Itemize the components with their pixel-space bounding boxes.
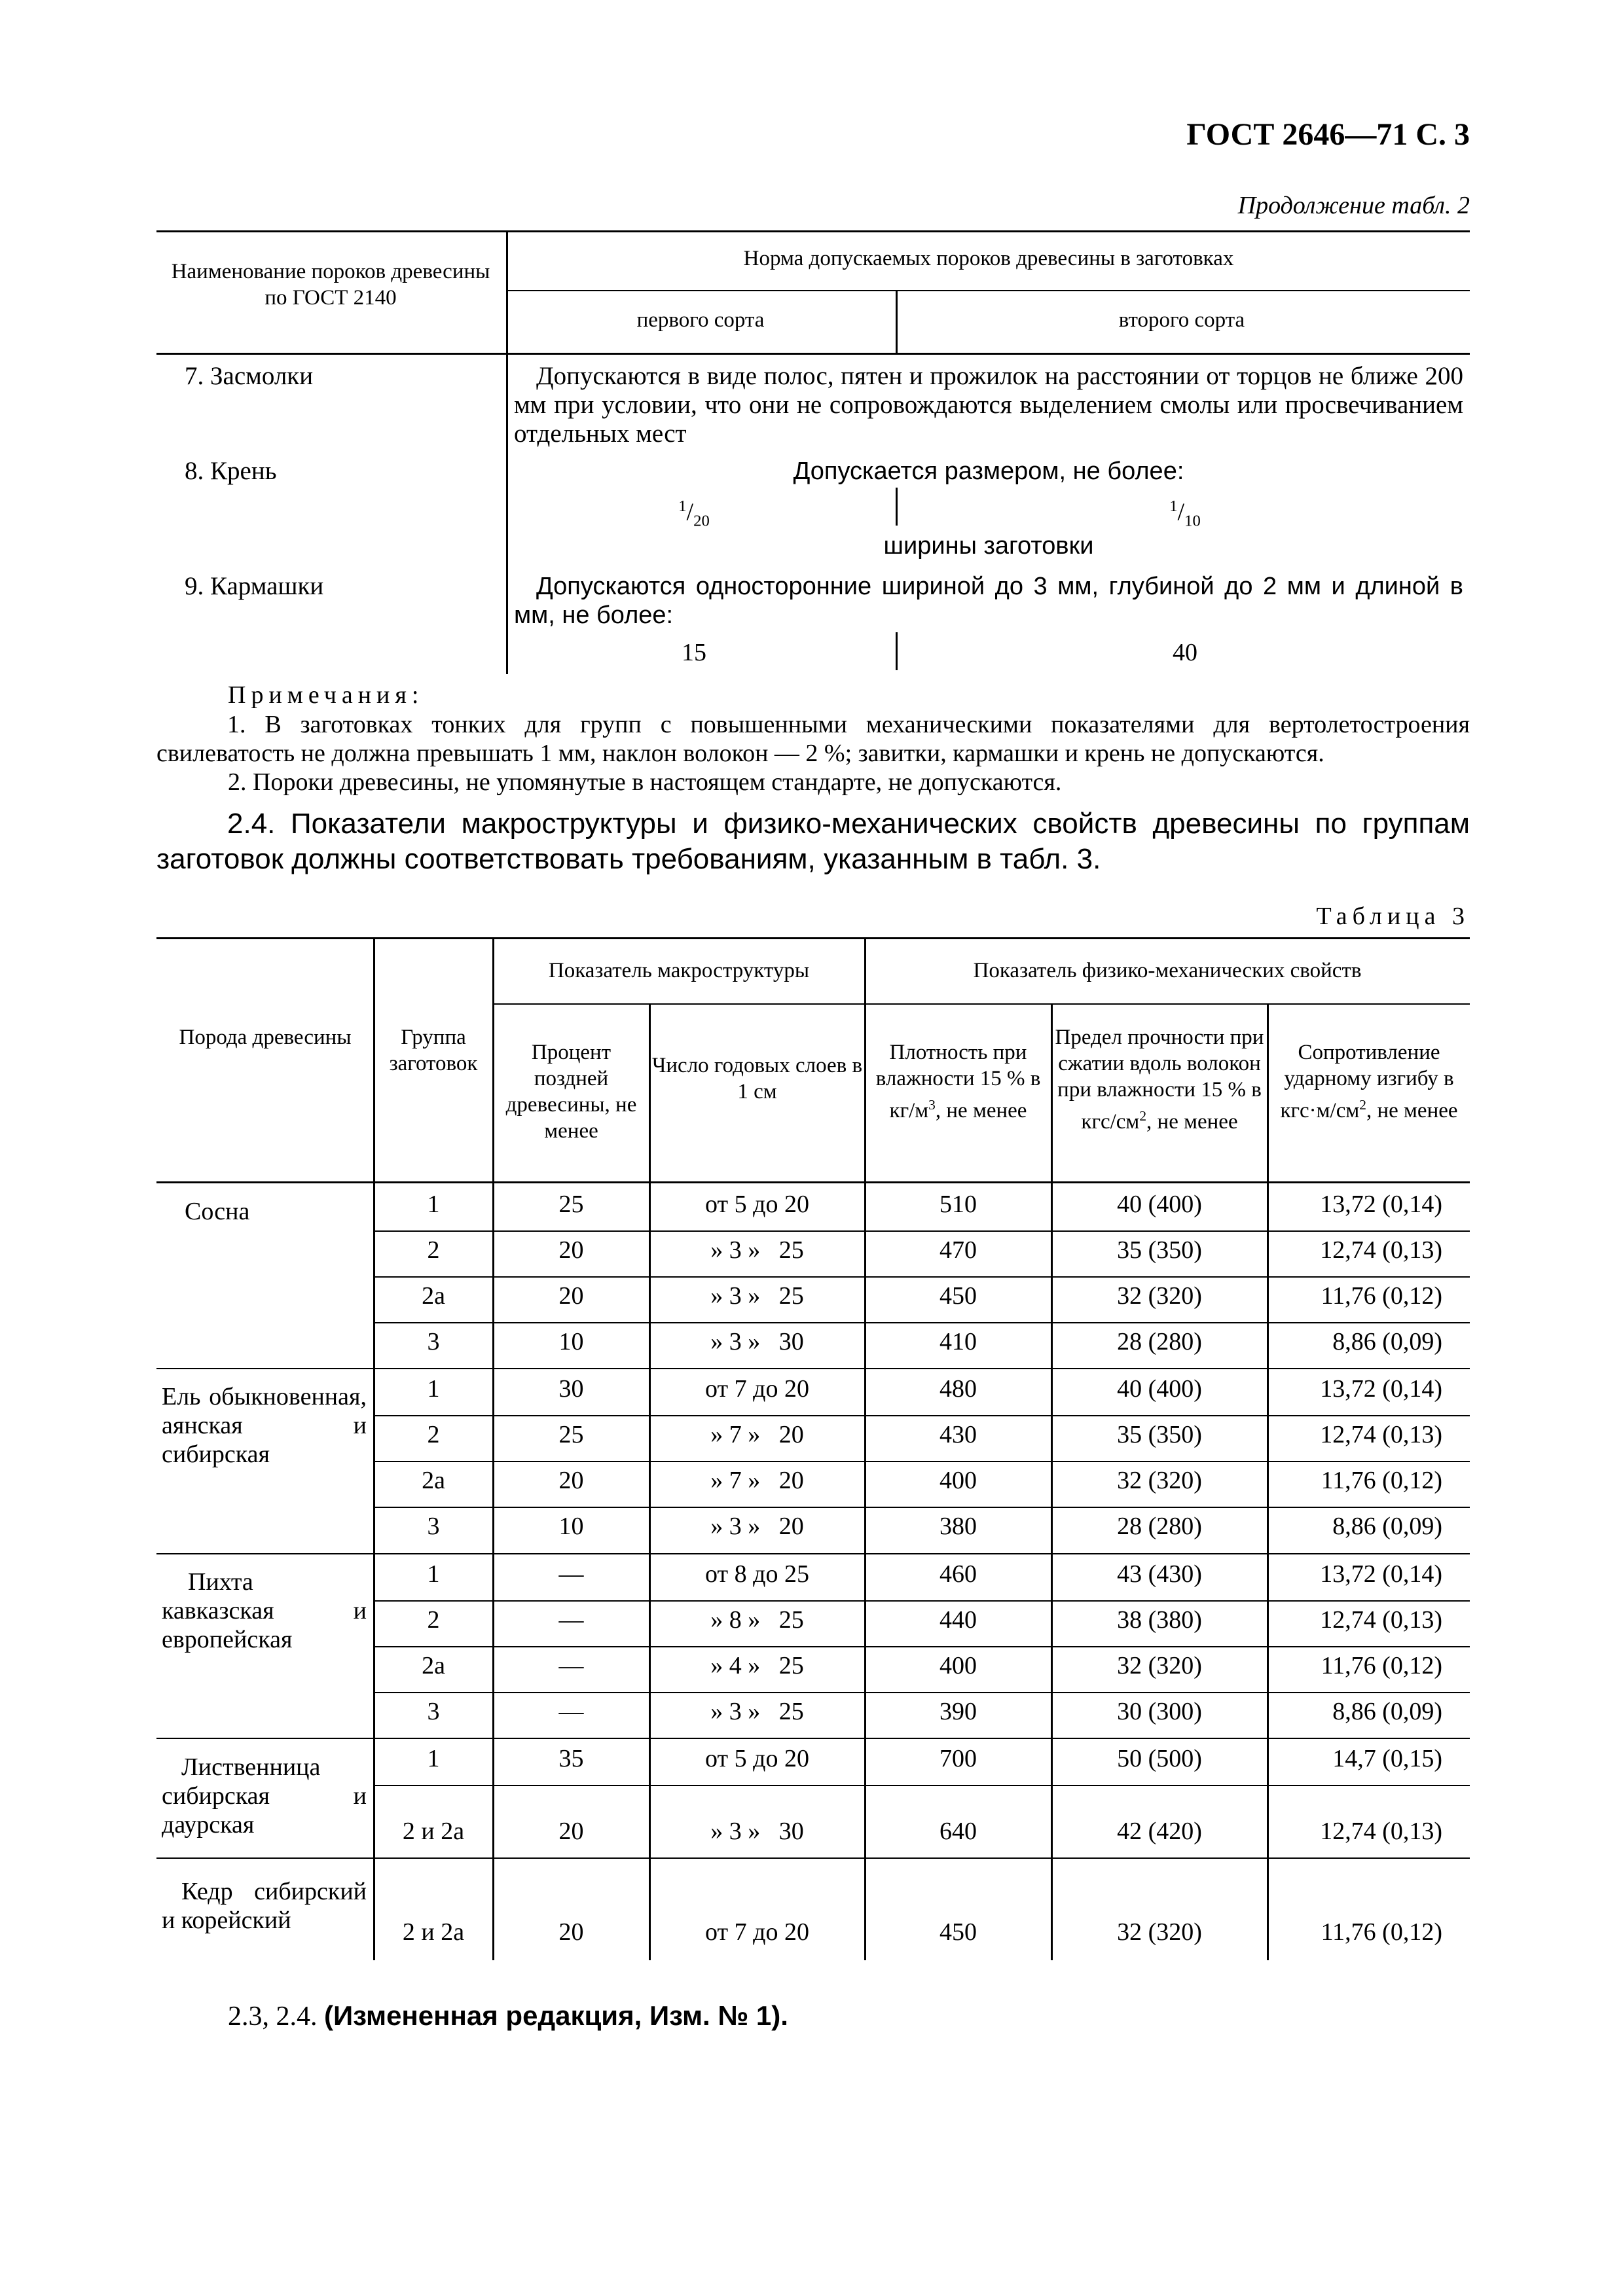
col-header-late-wood: Процент поздней древесины, не менее bbox=[505, 1041, 637, 1143]
table3-cell: 25 bbox=[558, 1421, 584, 1448]
table3-cell: » 8 » 25 bbox=[710, 1606, 804, 1634]
species-cedar: Кедр сибирский и корейский bbox=[162, 1878, 367, 1934]
defect-norm-8: Допускается размером, не более: bbox=[793, 457, 1184, 485]
table3-cell: от 8 до 25 bbox=[705, 1560, 809, 1588]
table3-cell: 20 bbox=[558, 1918, 584, 1946]
col-header-macrostructure: Показатель макроструктуры bbox=[548, 959, 810, 982]
table3-cell: » 3 » 30 bbox=[710, 1328, 804, 1355]
table3-cell: 28 (280) bbox=[1117, 1328, 1202, 1355]
table3-cell: 410 bbox=[939, 1328, 977, 1355]
defect-9-second-grade-value: 40 bbox=[1173, 639, 1197, 666]
table3-cell: 35 (350) bbox=[1117, 1236, 1202, 1264]
table3-cell: 13,72 (0,14) bbox=[1320, 1560, 1442, 1588]
table3-cell: от 5 до 20 bbox=[705, 1191, 809, 1218]
table3-cell: » 4 » 25 bbox=[710, 1652, 804, 1679]
table3-cell: 3 bbox=[427, 1328, 440, 1355]
page-header: ГОСТ 2646—71 С. 3 bbox=[1186, 117, 1470, 152]
table3-cell: 390 bbox=[939, 1698, 977, 1725]
table3-cell: 13,72 (0,14) bbox=[1320, 1375, 1442, 1403]
table3-cell: 11,76 (0,12) bbox=[1321, 1282, 1442, 1310]
table3-cell: 2а bbox=[422, 1282, 445, 1310]
col-header-second-grade: второго сорта bbox=[1118, 308, 1245, 332]
table3-cell: — bbox=[558, 1606, 584, 1634]
table3-cell: 430 bbox=[939, 1421, 977, 1448]
note-2: 2. Пороки древесины, не упомянутые в настоящем стандарте, не допускаются. bbox=[228, 768, 1062, 796]
table3-cell: 12,74 (0,13) bbox=[1320, 1818, 1442, 1845]
table3-cell: 30 (300) bbox=[1117, 1698, 1202, 1725]
table3-cell: 2 bbox=[427, 1606, 440, 1634]
table3-cell: 640 bbox=[939, 1818, 977, 1845]
table3-cell: » 3 » 30 bbox=[710, 1818, 804, 1845]
defect-norm-7: Допускаются в виде полос, пятен и прожилок на расстоянии от торцов не ближе 200 мм при условии, что они не сопровождаются выделением смолы или просвечиванием отдельных мест bbox=[514, 362, 1463, 448]
table3-cell: 450 bbox=[939, 1282, 977, 1310]
table3-cell: 20 bbox=[558, 1282, 584, 1310]
table3-cell: — bbox=[558, 1652, 584, 1679]
table3-cell: от 7 до 20 bbox=[705, 1375, 809, 1403]
table3-cell: 1 bbox=[427, 1745, 440, 1772]
table3-cell: 14,7 (0,15) bbox=[1332, 1745, 1442, 1772]
table3-cell: 2 bbox=[427, 1421, 440, 1448]
table3-cell: » 3 » 20 bbox=[710, 1513, 804, 1540]
table3-cell: 1 bbox=[427, 1560, 440, 1588]
table3-cell: 700 bbox=[939, 1745, 977, 1772]
table3-cell: 10 bbox=[558, 1328, 584, 1355]
table3-cell: — bbox=[558, 1560, 584, 1588]
table3-cell: 42 (420) bbox=[1117, 1818, 1202, 1845]
species-spruce: Ель обыкновенная, аянская и сибирская bbox=[162, 1383, 367, 1468]
table3-cell: » 3 » 25 bbox=[710, 1698, 804, 1725]
table3-cell: 28 (280) bbox=[1117, 1513, 1202, 1540]
table3-cell: 8,86 (0,09) bbox=[1332, 1328, 1442, 1355]
defect-name-7: 7. Засмолки bbox=[185, 362, 314, 390]
col-header-norm: Норма допускаемых пороков древесины в заготовках bbox=[743, 247, 1234, 270]
table3-cell: — bbox=[558, 1698, 584, 1725]
col-header-species: Порода древесины bbox=[179, 1026, 352, 1049]
table3-cell: 470 bbox=[939, 1236, 977, 1264]
col-header-impact: Сопротивление ударному изгибу в $кгс\cdot м/см^2$, не менее bbox=[1280, 1041, 1458, 1122]
table3-cell: 20 bbox=[558, 1818, 584, 1845]
table3-cell: 30 bbox=[558, 1375, 584, 1403]
table3-cell: 20 bbox=[558, 1236, 584, 1264]
defect-8-unit: ширины заготовки bbox=[883, 532, 1094, 560]
table3-cell: 50 (500) bbox=[1117, 1745, 1202, 1772]
table3-cell: 8,86 (0,09) bbox=[1332, 1513, 1442, 1540]
table3-cell: 12,74 (0,13) bbox=[1320, 1421, 1442, 1448]
species-fir: Пихта кавказская и европейская bbox=[162, 1568, 367, 1653]
defect-9-first-grade-value: 15 bbox=[682, 639, 706, 666]
table3-cell: 2 bbox=[427, 1236, 440, 1264]
table3-cell: 480 bbox=[939, 1375, 977, 1403]
table3-cell: 35 (350) bbox=[1117, 1421, 1202, 1448]
table3-cell: 40 (400) bbox=[1117, 1191, 1202, 1218]
table-continuation-label: Продолжение табл. 2 bbox=[1237, 192, 1470, 219]
table3-cell: 25 bbox=[558, 1191, 584, 1218]
table3-cell: от 5 до 20 bbox=[705, 1745, 809, 1772]
table3-cell: 32 (320) bbox=[1117, 1467, 1202, 1494]
table3-cell: 11,76 (0,12) bbox=[1321, 1467, 1442, 1494]
col-header-group: Группа заготовок bbox=[389, 1026, 478, 1075]
defect-8-second-grade-value: $^1/_{10}$ bbox=[1169, 497, 1201, 530]
table3-cell: 32 (320) bbox=[1117, 1282, 1202, 1310]
table3-cell: от 7 до 20 bbox=[705, 1918, 809, 1946]
col-header-annual-rings: Число годовых слоев в 1 см bbox=[651, 1054, 863, 1103]
col-header-defect-name: Наименование пороков древесины по ГОСТ 2140 bbox=[171, 260, 490, 310]
table3-cell: 43 (430) bbox=[1117, 1560, 1202, 1588]
col-header-density: Плотность при влажности 15 % в $кг/м^3$, не менее bbox=[875, 1041, 1041, 1122]
species-larch: Лиственница сибирская и даурская bbox=[162, 1753, 367, 1839]
amendment-note: 2.3, 2.4. (Измененная редакция, Изм. № 1). bbox=[228, 2000, 788, 2032]
defect-norm-9: Допускаются односторонние шириной до 3 мм, глубиной до 2 мм и длиной в мм, не более: bbox=[514, 573, 1463, 629]
note-1: 1. В заготовках тонких для групп с повышенными механическими показателями для вертолетостроения свилеватость не должна превышать 1 мм, наклон волокон — 2 %; завитки, кармашки и крень не допускаются. bbox=[156, 711, 1470, 767]
table3-cell: 20 bbox=[558, 1467, 584, 1494]
table3-cell: 10 bbox=[558, 1513, 584, 1540]
table-3-caption: Таблица 3 bbox=[1316, 903, 1470, 930]
table3-cell: 380 bbox=[939, 1513, 977, 1540]
table3-cell: 40 (400) bbox=[1117, 1375, 1202, 1403]
table3-cell: 8,86 (0,09) bbox=[1332, 1698, 1442, 1725]
table3-cell: 450 bbox=[939, 1918, 977, 1946]
table3-cell: » 3 » 25 bbox=[710, 1236, 804, 1264]
defect-8-first-grade-value: $^1/_{20}$ bbox=[678, 497, 710, 530]
table3-cell: 32 (320) bbox=[1117, 1918, 1202, 1946]
table3-cell: 440 bbox=[939, 1606, 977, 1634]
table3-cell: 12,74 (0,13) bbox=[1320, 1236, 1442, 1264]
table3-cell: 11,76 (0,12) bbox=[1321, 1652, 1442, 1679]
table3-cell: 460 bbox=[939, 1560, 977, 1588]
table3-cell: 35 bbox=[558, 1745, 584, 1772]
notes-title: Примечания: bbox=[228, 681, 424, 709]
col-header-strength: Предел прочности при сжатии вдоль волокон при влажности 15 % в кгс/$см^2$, не менее bbox=[1055, 1026, 1264, 1134]
table3-cell: 38 (380) bbox=[1117, 1606, 1202, 1634]
species-pine: Сосна bbox=[185, 1198, 250, 1225]
table3-cell: 400 bbox=[939, 1652, 977, 1679]
col-header-physical-mechanical: Показатель физико-механических свойств bbox=[973, 959, 1362, 982]
table3-cell: 1 bbox=[427, 1375, 440, 1403]
table3-cell: 32 (320) bbox=[1117, 1652, 1202, 1679]
table3-cell: 3 bbox=[427, 1698, 440, 1725]
table3-cell: 13,72 (0,14) bbox=[1320, 1191, 1442, 1218]
table3-cell: 11,76 (0,12) bbox=[1321, 1918, 1442, 1946]
table3-cell: » 7 » 20 bbox=[710, 1467, 804, 1494]
table3-cell: 2а bbox=[422, 1652, 445, 1679]
table3-cell: 400 bbox=[939, 1467, 977, 1494]
table3-cell: 2 и 2а bbox=[402, 1818, 465, 1845]
table3-cell: 12,74 (0,13) bbox=[1320, 1606, 1442, 1634]
table3-cell: 2 и 2а bbox=[402, 1918, 465, 1946]
defect-name-8: 8. Крень bbox=[185, 457, 277, 485]
table3-cell: 2а bbox=[422, 1467, 445, 1494]
table3-cell: 3 bbox=[427, 1513, 440, 1540]
table3-cell: » 3 » 25 bbox=[710, 1282, 804, 1310]
defect-name-9: 9. Кармашки bbox=[185, 572, 324, 600]
table3-cell: 510 bbox=[939, 1191, 977, 1218]
table3-cell: » 7 » 20 bbox=[710, 1421, 804, 1448]
table3-cell: 1 bbox=[427, 1191, 440, 1218]
paragraph-2-4: 2.4. Показатели макроструктуры и физико-механических свойств древесины по группам заготовок должны соответствовать требованиям, указанным в табл. 3. bbox=[156, 808, 1470, 875]
col-header-first-grade: первого сорта bbox=[636, 308, 765, 332]
